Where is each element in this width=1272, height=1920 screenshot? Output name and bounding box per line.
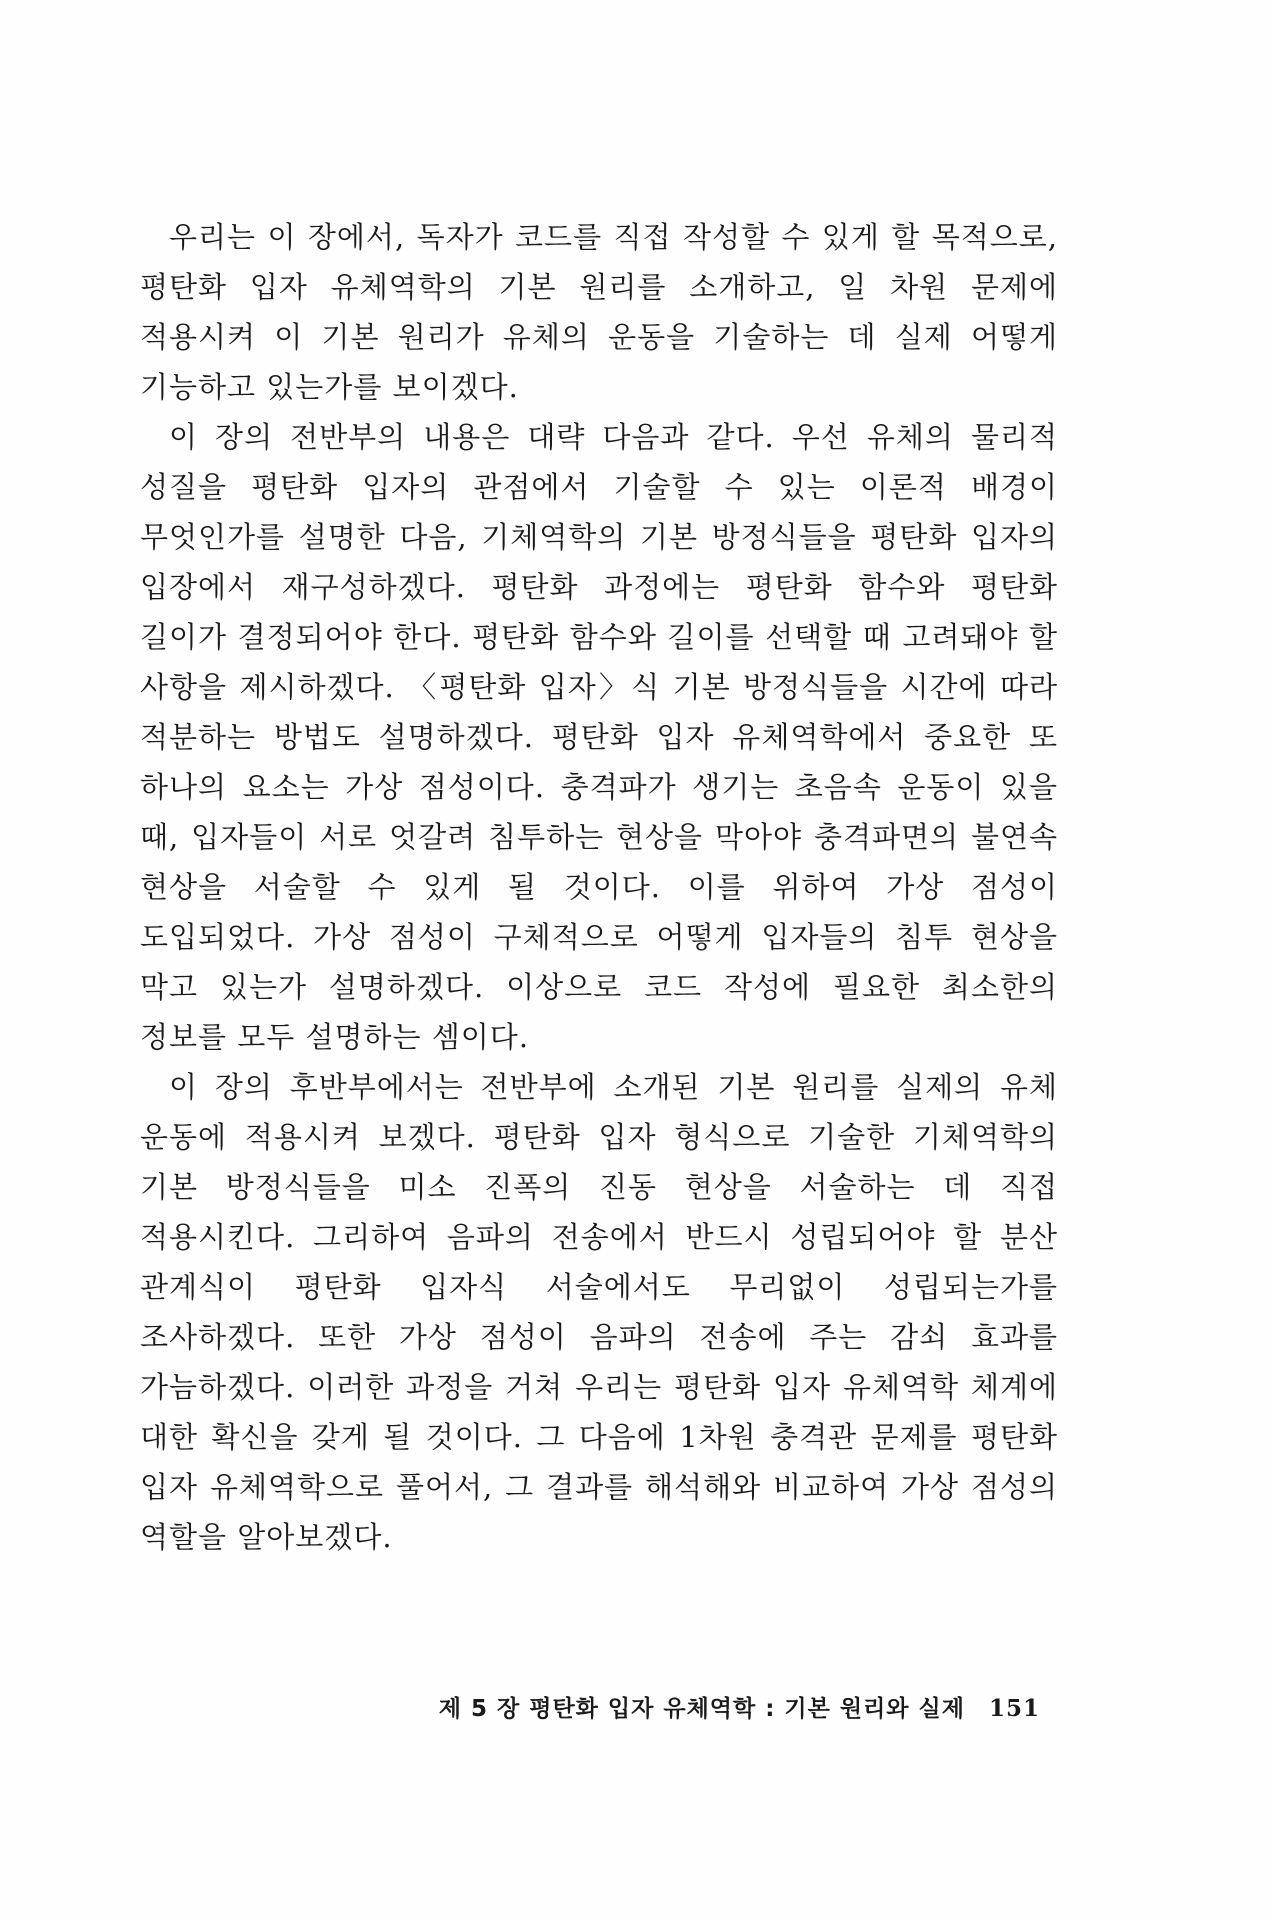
running-title: 제 5 장 평탄화 입자 유체역학 : 기본 원리와 실제 [438, 1696, 965, 1722]
body-text [140, 212, 1058, 1562]
page-number: 151 [988, 1695, 1040, 1722]
paragraph-first-half: 이 장의 전반부의 내용은 대략 다음과 같다. 우선 유체의 물리적 성질을 평탄화 입자의 관점에서 기술할 수 있는 이론적 배경이 무엇인가를 설명한 다음, 기체역학의 기본 방정식들을 평탄화 입자의 입장에서 재구성하겠다. 평탄화 과정에는 평탄화 함수와 평탄화 길이가 결정되어야 한다. 평탄화 함수와 길이를 선택할 때 고려돼야 할 사항을 제시하겠다. 〈평탄화 입자〉식 기본 방정식들을 시간에 따라 적분하는 방법도 설명하겠다. 평탄화 입자 유체역학에서 중요한 또 하나의 요소는 가상 점성이다. 충격파가 생기는 초음속 운동이 있을 때, 입자들이 서로 엇갈려 침투하는 현상을 막아야 충격파면의 불연속 현상을 서술할 수 있게 될 것이다. 이를 위하여 가상 점성이 도입되었다. 가상 점성이 구체적으로 어떻게 입자들의 침투 현상을 막고 있는가 설명하겠다. 이상으로 코드 작성에 필요한 최소한의 정보를 모두 설명하는 셈이다. [140, 420, 1058, 1054]
paragraph-intro: 우리는 이 장에서, 독자가 코드를 직접 작성할 수 있게 할 목적으로, 평탄화 입자 유체역학의 기본 원리를 소개하고, 일 차원 문제에 적용시켜 이 기본 원리가 유체의 운동을 기술하는 데 실제 어떻게 기능하고 있는가를 보이겠다. [140, 220, 1058, 404]
paragraph-second-half: 이 장의 후반부에서는 전반부에 소개된 기본 원리를 실제의 유체 운동에 적용시켜 보겠다. 평탄화 입자 형식으로 기술한 기체역학의 기본 방정식들을 미소 진폭의 진동 현상을 서술하는 데 직접 적용시킨다. 그리하여 음파의 전송에서 반드시 성립되어야 할 분산 관계식이 평탄화 입자식 서술에서도 무리없이 성립되는가를 조사하겠다. 또한 가상 점성이 음파의 전송에 주는 감쇠 효과를 가늠하겠다. 이러한 과정을 거쳐 우리는 평탄화 입자 유체역학 체계에 대한 확신을 갖게 될 것이다. 그 다음에 1차원 충격관 문제를 평탄화 입자 유체역학으로 풀어서, 그 결과를 해석해와 비교하여 가상 점성의 역할을 알아보겠다. [140, 1070, 1058, 1554]
running-footer [420, 1690, 1040, 1723]
